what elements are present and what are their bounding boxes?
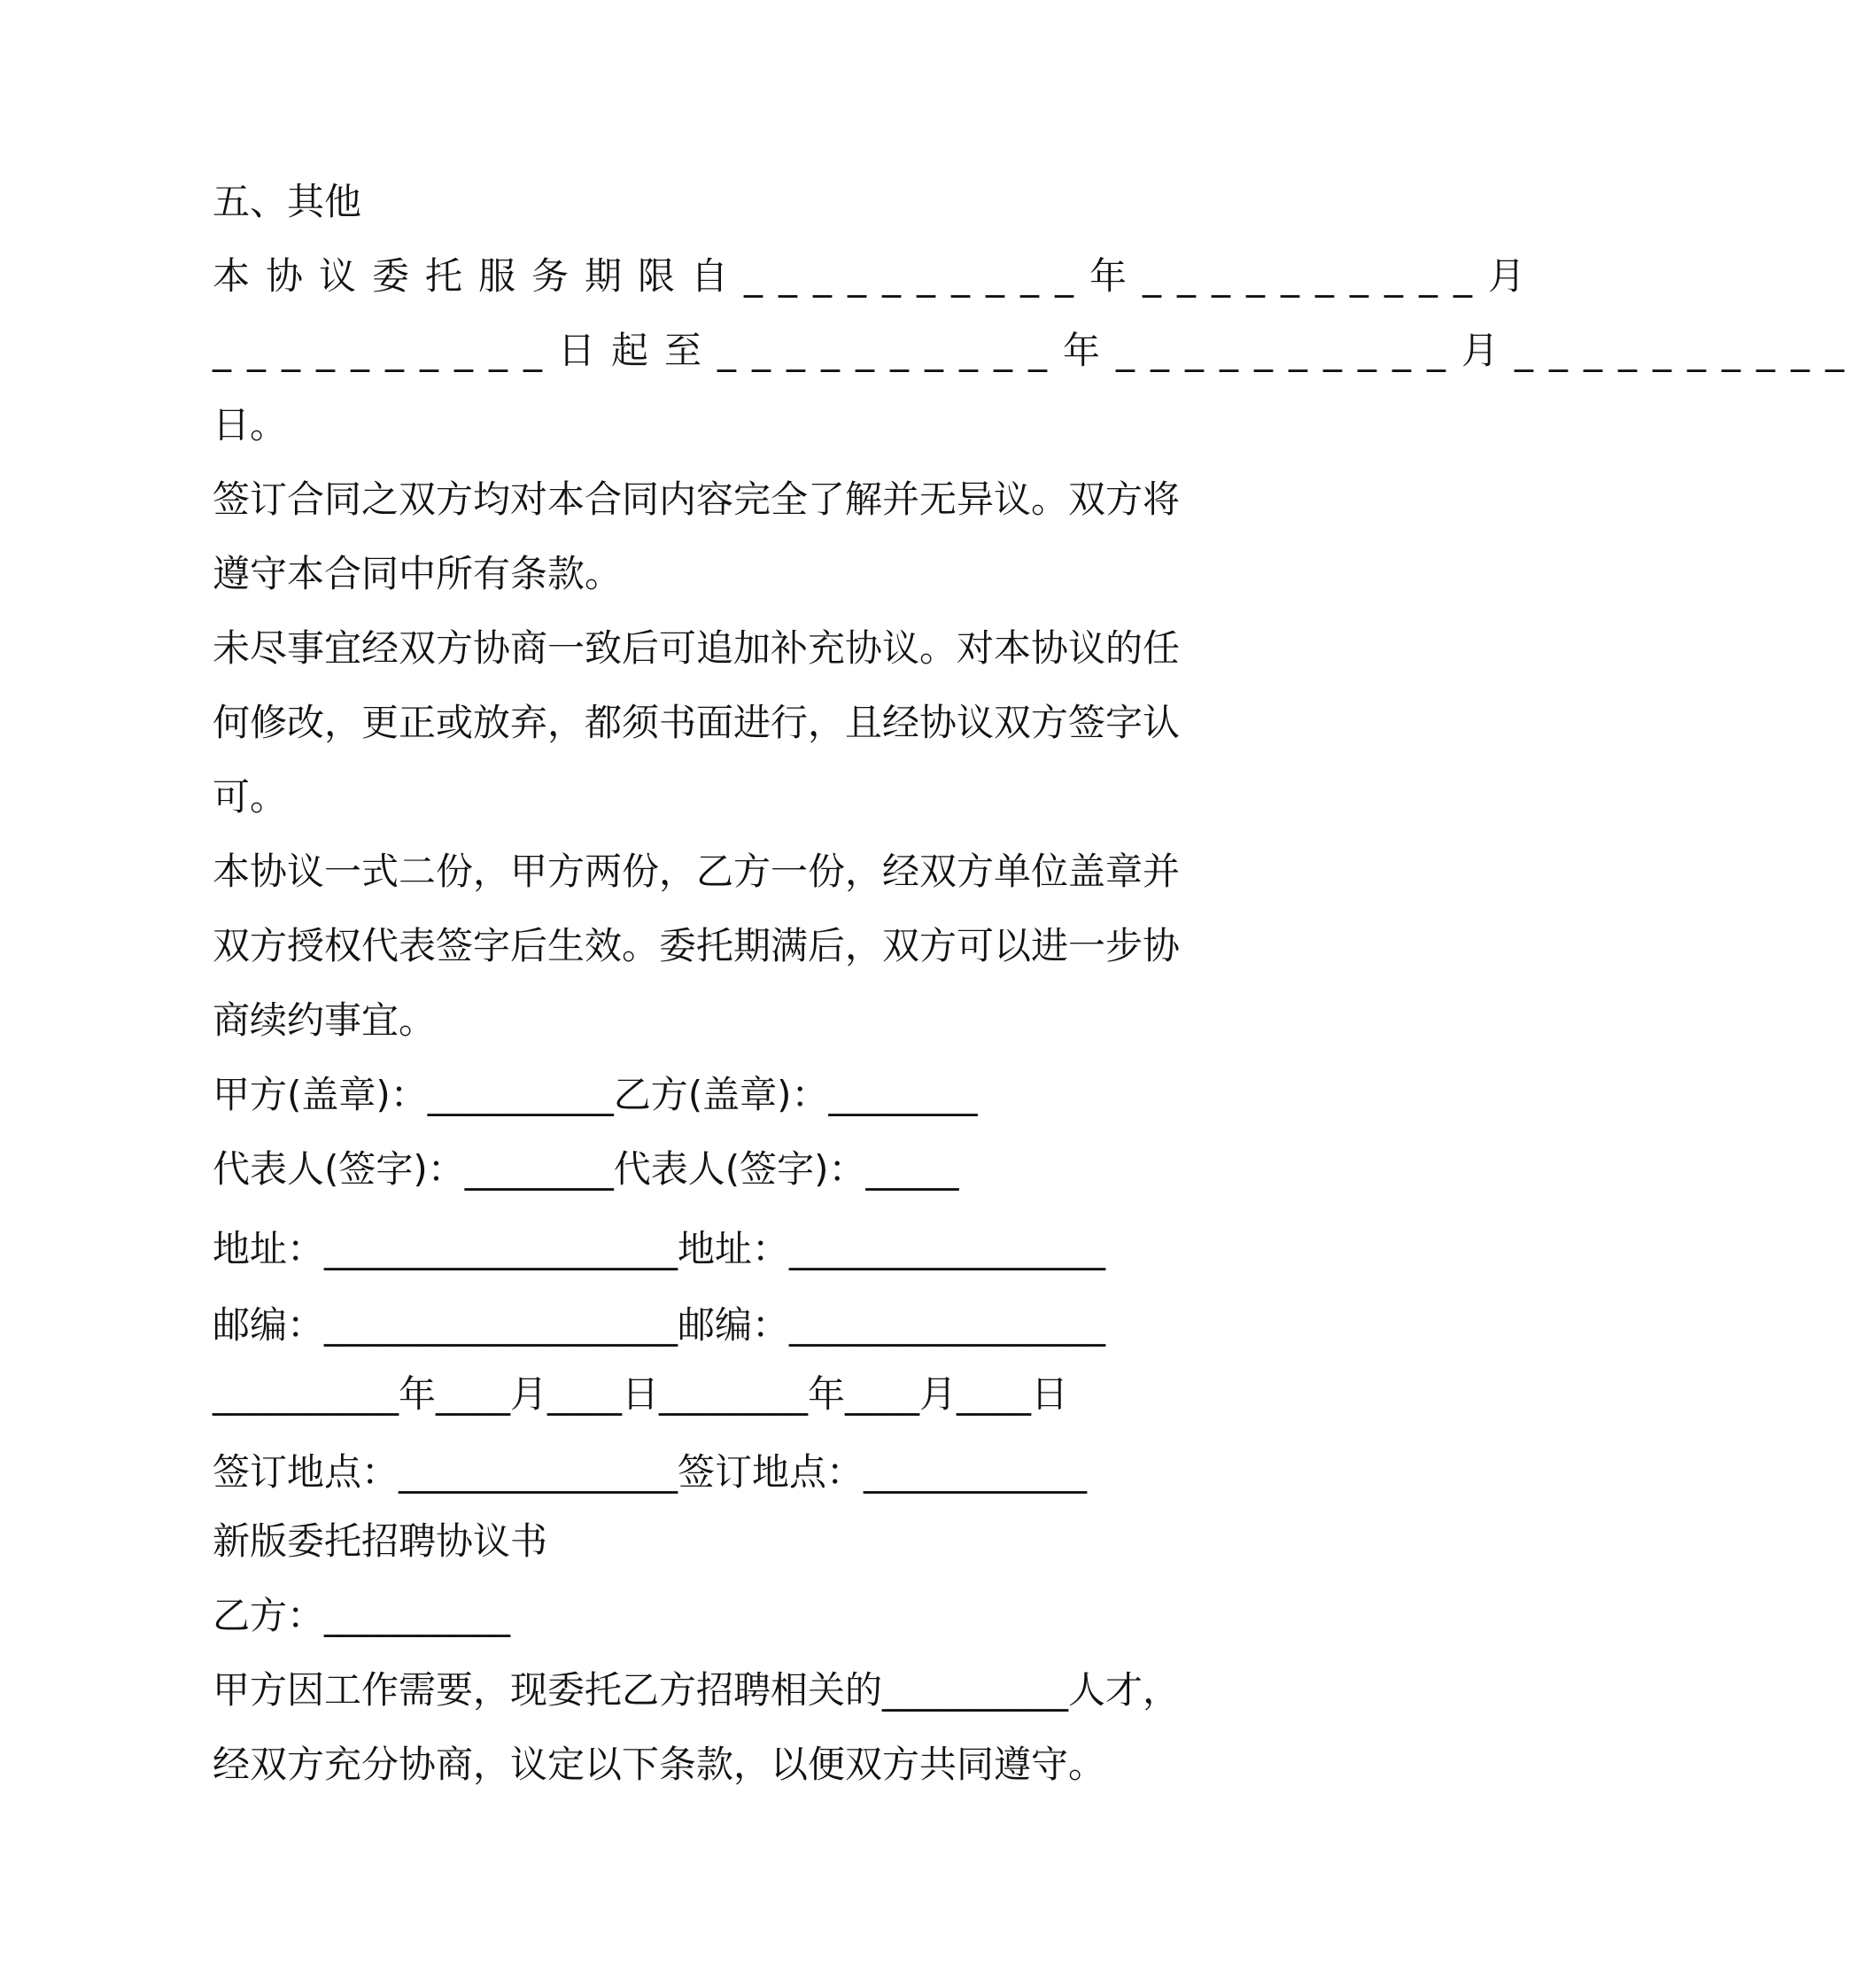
representative-line: 代表人(签字)：________代表人(签字)：_____ bbox=[213, 1147, 959, 1191]
seal-line: 甲方(盖章)：__________乙方(盖章)：________ bbox=[213, 1073, 978, 1116]
term-period-line-1: 本协议委托服务期限自__________年__________月 bbox=[213, 254, 1542, 298]
section-heading: 五、其他 bbox=[213, 180, 362, 223]
term-period-line-3: 日。 bbox=[213, 403, 288, 447]
document-title: 新版委托招聘协议书 bbox=[213, 1519, 548, 1563]
paragraph-line: 双方授权代表签字后生效。委托期满后，双方可以进一步协 bbox=[213, 924, 1181, 967]
postcode-line: 邮编：___________________邮编：_________________ bbox=[213, 1303, 1106, 1347]
paragraph-line: 签订合同之双方均对本合同内容完全了解并无异议。双方将 bbox=[213, 478, 1181, 521]
paragraph-line: 甲方因工作需要，现委托乙方招聘相关的__________人才， bbox=[213, 1668, 1181, 1712]
paragraph-line: 经双方充分协商，议定以下条款，以便双方共同遵守。 bbox=[213, 1743, 1106, 1786]
paragraph-line: 本协议一式二份，甲方两份，乙方一份，经双方单位盖章并 bbox=[213, 850, 1181, 893]
paragraph-line: 何修改，更正或放弃，都须书面进行，且经协议双方签字认 bbox=[213, 701, 1181, 744]
date-line: __________年____月____日________年____月____日 bbox=[213, 1372, 1069, 1416]
paragraph-line: 遵守本合同中所有条款。 bbox=[213, 552, 623, 595]
address-line: 地址：___________________地址：_________________ bbox=[213, 1227, 1106, 1270]
party-b-line: 乙方：__________ bbox=[213, 1594, 511, 1637]
paragraph-line: 商续约事宜。 bbox=[213, 998, 437, 1042]
signing-place-line: 签订地点：_______________签订地点：____________ bbox=[213, 1450, 1088, 1494]
paragraph-line: 可。 bbox=[213, 775, 288, 819]
term-period-line-2: __________日起至__________年__________月__________ bbox=[213, 329, 1860, 372]
paragraph-line: 未尽事宜经双方协商一致后可追加补充协议。对本协议的任 bbox=[213, 626, 1181, 670]
